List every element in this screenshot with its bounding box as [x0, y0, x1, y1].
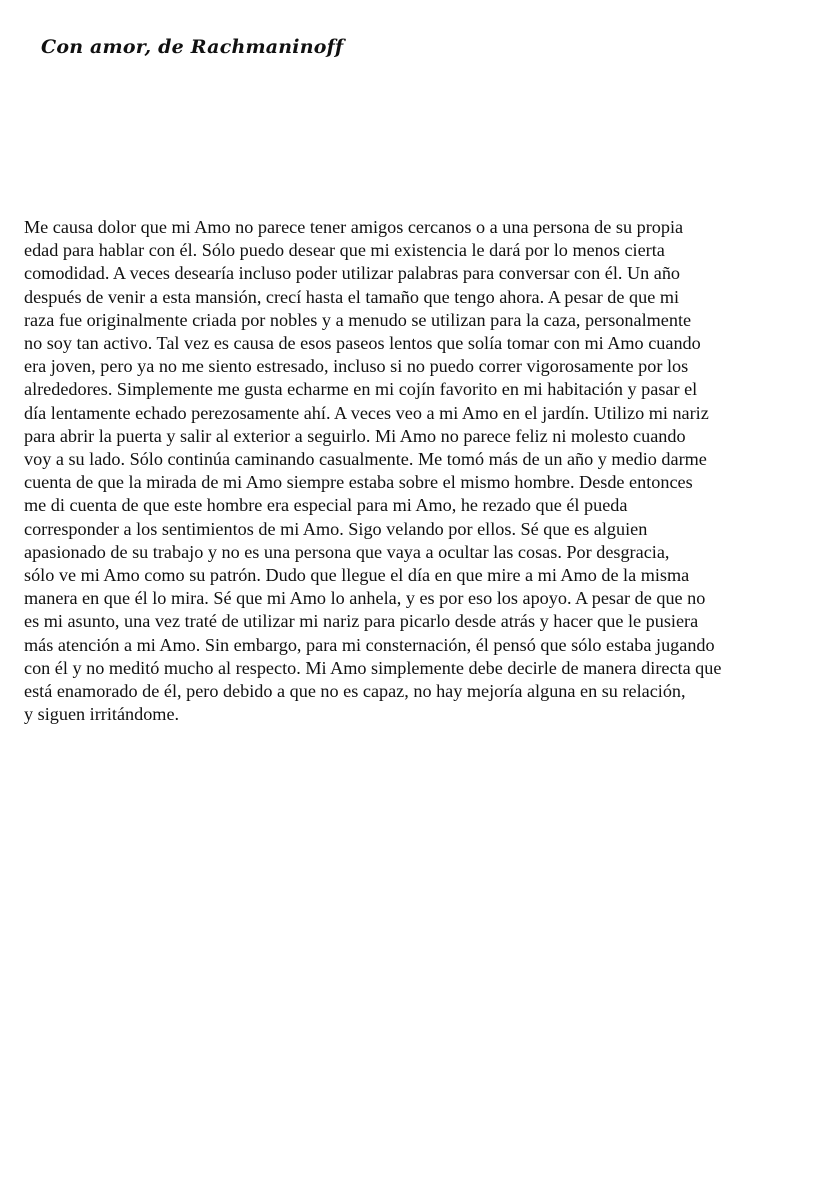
text-line: voy a su lado. Sólo continúa caminando casualmente. Me tomó más de un año y medio darme — [24, 449, 707, 470]
text-line: alrededores. Simplemente me gusta echarme en mi cojín favorito en mi habitación y pasar el — [24, 379, 698, 400]
text-line: más atención a mi Amo. Sin embargo, para mi consternación, él pensó que sólo estaba jugando — [24, 634, 715, 655]
text-line: edad para hablar con él. Sólo puedo desear que mi existencia le dará por lo menos cierta — [24, 240, 665, 261]
text-line: con él y no meditó mucho al respecto. Mi Amo simplemente debe decirle de manera directa que — [24, 657, 722, 678]
text-line: apasionado de su trabajo y no es una persona que vaya a ocultar las cosas. Por desgracia, — [24, 541, 670, 562]
text-line: Me causa dolor que mi Amo no parece tener amigos cercanos o a una persona de su propia — [24, 217, 684, 237]
text-line: para abrir la puerta y salir al exterior a seguirlo. Mi Amo no parece feliz ni molesto cuando — [24, 425, 686, 446]
text-line: sólo ve mi Amo como su patrón. Dudo que llegue el día en que mire a mi Amo de la misma — [24, 565, 690, 586]
page-header-title: Con amor, de Rachmaninoff — [41, 36, 344, 58]
text-line: no soy tan activo. Tal vez es causa de esos paseos lentos que solía tomar con mi Amo cuando — [24, 333, 701, 354]
body-paragraph — [24, 216, 816, 726]
text-line: es mi asunto, una vez traté de utilizar mi nariz para picarlo desde atrás y hacer que le pusiera — [24, 611, 699, 632]
text-line: comodidad. A veces desearía incluso poder utilizar palabras para conversar con él. Un año — [24, 263, 681, 284]
text-line: manera en que él lo mira. Sé que mi Amo lo anhela, y es por eso los apoyo. A pesar de que no — [24, 588, 706, 609]
text-line: está enamorado de él, pero debido a que no es capaz, no hay mejoría alguna en su relación, — [24, 681, 686, 702]
text-line: corresponder a los sentimientos de mi Amo. Sigo velando por ellos. Sé que es alguien — [24, 518, 648, 539]
text-line: cuenta de que la mirada de mi Amo siempre estaba sobre el mismo hombre. Desde entonces — [24, 472, 693, 493]
text-line: y siguen irritándome. — [24, 704, 180, 725]
text-line: después de venir a esta mansión, crecí hasta el tamaño que tengo ahora. A pesar de que mi — [24, 286, 680, 307]
text-line: me di cuenta de que este hombre era especial para mi Amo, he rezado que él pueda — [24, 495, 628, 516]
text-line: era joven, pero ya no me siento estresado, incluso si no puedo correr vigorosamente por los — [24, 356, 689, 377]
text-line: día lentamente echado perezosamente ahí. A veces veo a mi Amo en el jardín. Utilizo mi nariz — [24, 402, 709, 423]
text-line: raza fue originalmente criada por nobles y a menudo se utilizan para la caza, personalmente — [24, 309, 692, 330]
